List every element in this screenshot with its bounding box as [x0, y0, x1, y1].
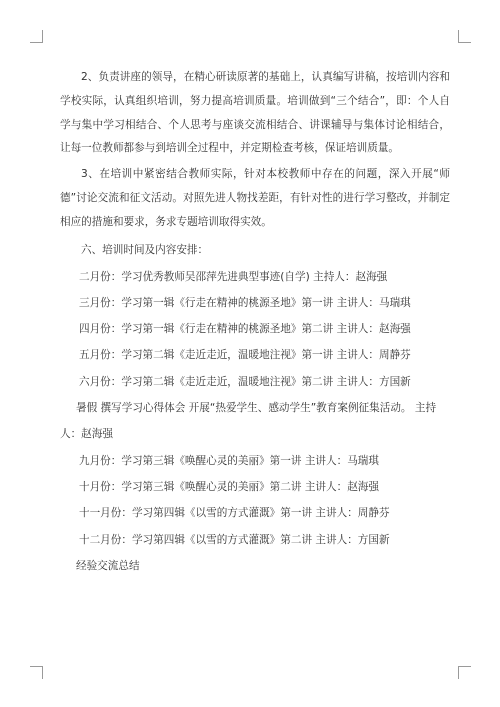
section-heading: 六、培训时间及内容安排：	[81, 243, 209, 256]
page-corner-mark-bottom-right	[458, 666, 471, 679]
schedule-item-oct: 十月份：学习第三辑《唤醒心灵的美丽》第二讲 主讲人：赵海强	[79, 480, 379, 493]
page-corner-mark-top-left	[30, 30, 43, 43]
paragraph-3: 3、在培训中紧密结合教师实际，针对本校教师中存在的问题，深入开展“师德”讨论交流和征文活动。对照先进人物找差距，有针对性的进行学习整改，并制定相应的措施和要求，务求专题培训取得实效。	[60, 168, 450, 228]
document-body	[60, 66, 450, 579]
schedule-item-summer: 暑假 撰写学习心得体会 开展“热爱学生、感动学生”教育案例征集活动。 主持人：赵海强	[60, 402, 437, 441]
schedule-item-feb: 二月份：学习优秀教师吴邵萍先进典型事迹(自学) 主持人：赵海强	[79, 270, 388, 283]
schedule-item-jun: 六月份：学习第二辑《走近走近，温暖地注视》第二讲 主讲人：方国新	[79, 375, 411, 388]
paragraph-2: 2、负责讲座的领导，在精心研读原著的基础上，认真编写讲稿，按培训内容和学校实际，认真组织培训，努力提高培训质量。培训做到“三个结合”，即：个人自学与集中学习相结合、个人思考与座谈交流相结合、讲课辅导与集体讨论相结合，让每一位教师都参与到培训全过程中，并定期检查考核，保证培训质量。	[60, 71, 450, 155]
schedule-item-apr: 四月份：学习第一辑《行走在精神的桃源圣地》第二讲 主讲人：赵海强	[79, 323, 411, 336]
schedule-item-nov: 十一月份：学习第四辑《以雪的方式灌溉》第一讲 主讲人：周静芬	[79, 507, 390, 520]
schedule-item-dec: 十二月份：学习第四辑《以雪的方式灌溉》第二讲 主讲人：方国新	[79, 533, 390, 546]
schedule-item-sep: 九月份：学习第三辑《唤醒心灵的美丽》第一讲 主讲人：马瑞琪	[79, 454, 379, 467]
page-corner-mark-top-right	[458, 30, 471, 43]
schedule-item-may: 五月份：学习第二辑《走近走近，温暖地注视》第一讲 主讲人：周静芬	[79, 349, 411, 362]
schedule-item-mar: 三月份：学习第一辑《行走在精神的桃源圣地》第一讲 主讲人：马瑞琪	[79, 296, 411, 309]
page-corner-mark-bottom-left	[30, 666, 43, 679]
closing-item: 经验交流总结	[76, 559, 140, 572]
